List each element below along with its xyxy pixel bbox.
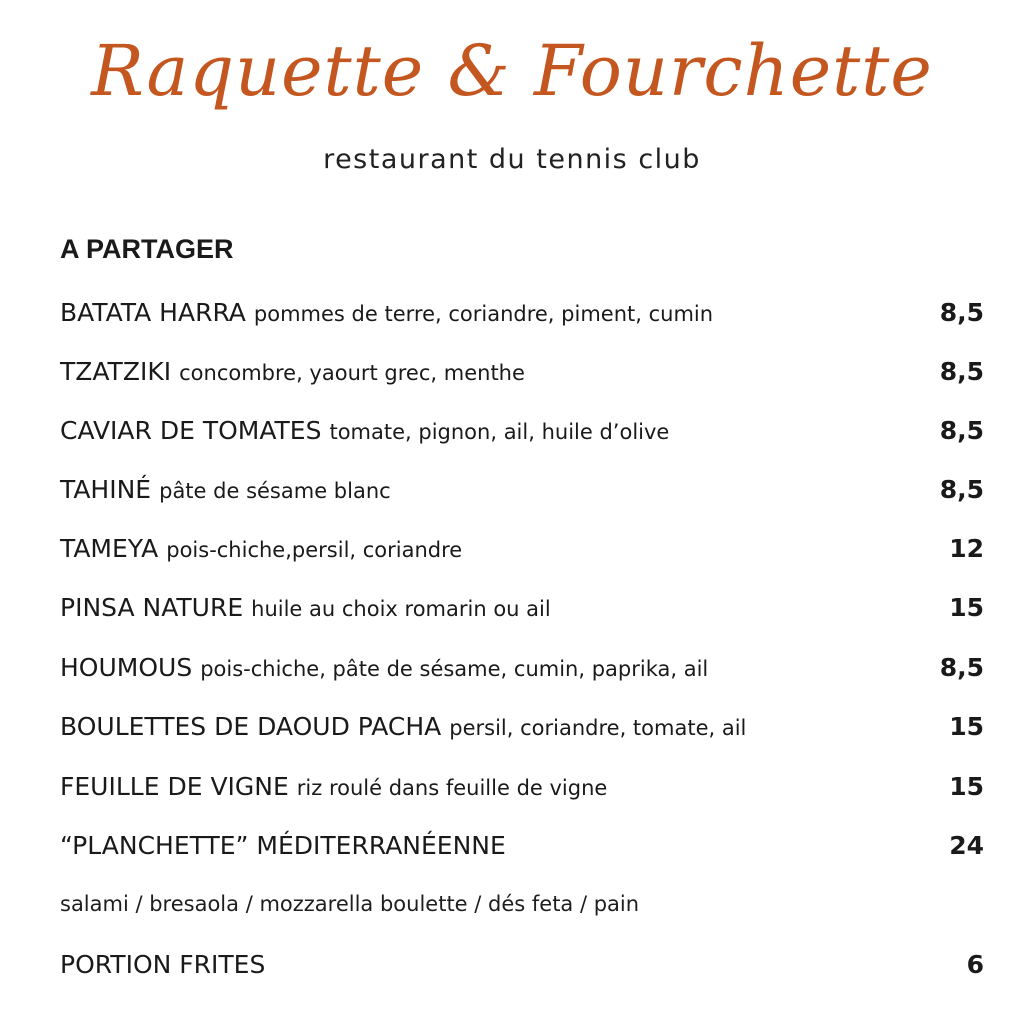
item-name: FEUILLE DE VIGNE (60, 772, 289, 801)
menu-item (60, 298, 984, 338)
item-name: HOUMOUS (60, 653, 193, 682)
item-name: “PLANCHETTE” MÉDITERRANÉENNE (60, 831, 506, 860)
menu-item (60, 416, 984, 456)
menu-item (60, 772, 984, 812)
item-description: pommes de terre, coriandre, piment, cumin (253, 302, 714, 326)
item-price: 8,5 (939, 475, 984, 504)
planchette-note-row (60, 892, 984, 932)
menu-item (60, 475, 984, 515)
item-description: persil, coriandre, tomate, ail (449, 716, 747, 740)
item-description: pâte de sésame blanc (159, 479, 391, 503)
menu-item (60, 534, 984, 574)
item-name: PINSA NATURE (60, 593, 244, 622)
section-title: A PARTAGER (60, 234, 234, 264)
menu-item-fries (60, 950, 984, 990)
menu-item (60, 712, 984, 752)
item-price: 12 (949, 534, 984, 563)
brand-logo: Raquette & Fourchette (91, 30, 933, 112)
planchette-note: salami / bresaola / mozzarella boulette / dés feta / pain (60, 892, 640, 916)
item-name: BOULETTES DE DAOUD PACHA (60, 712, 442, 741)
item-price: 8,5 (939, 653, 984, 682)
item-name: BATATA HARRA (60, 298, 246, 327)
item-name: TAHINÉ (60, 475, 152, 504)
item-price: 15 (949, 593, 984, 622)
item-name: PORTION FRITES (60, 950, 266, 979)
item-price: 6 (966, 950, 984, 979)
item-price: 8,5 (939, 298, 984, 327)
item-price: 24 (949, 831, 984, 860)
item-description: tomate, pignon, ail, huile d’olive (329, 420, 670, 444)
item-description: pois-chiche, pâte de sésame, cumin, paprika, ail (200, 657, 709, 681)
item-description: riz roulé dans feuille de vigne (296, 776, 608, 800)
menu-item (60, 357, 984, 397)
item-description: pois-chiche,persil, coriandre (166, 538, 463, 562)
menu-item (60, 653, 984, 693)
item-price: 15 (949, 772, 984, 801)
menu-item (60, 831, 984, 871)
subtitle: restaurant du tennis club (323, 144, 701, 175)
item-price: 8,5 (939, 357, 984, 386)
item-name: CAVIAR DE TOMATES (60, 416, 322, 445)
item-description: huile au choix romarin ou ail (251, 597, 551, 621)
item-name: TZATZIKI (60, 357, 172, 386)
menu-item (60, 593, 984, 633)
item-price: 8,5 (939, 416, 984, 445)
item-description: concombre, yaourt grec, menthe (179, 361, 525, 385)
item-price: 15 (949, 712, 984, 741)
item-name: TAMEYA (60, 534, 159, 563)
